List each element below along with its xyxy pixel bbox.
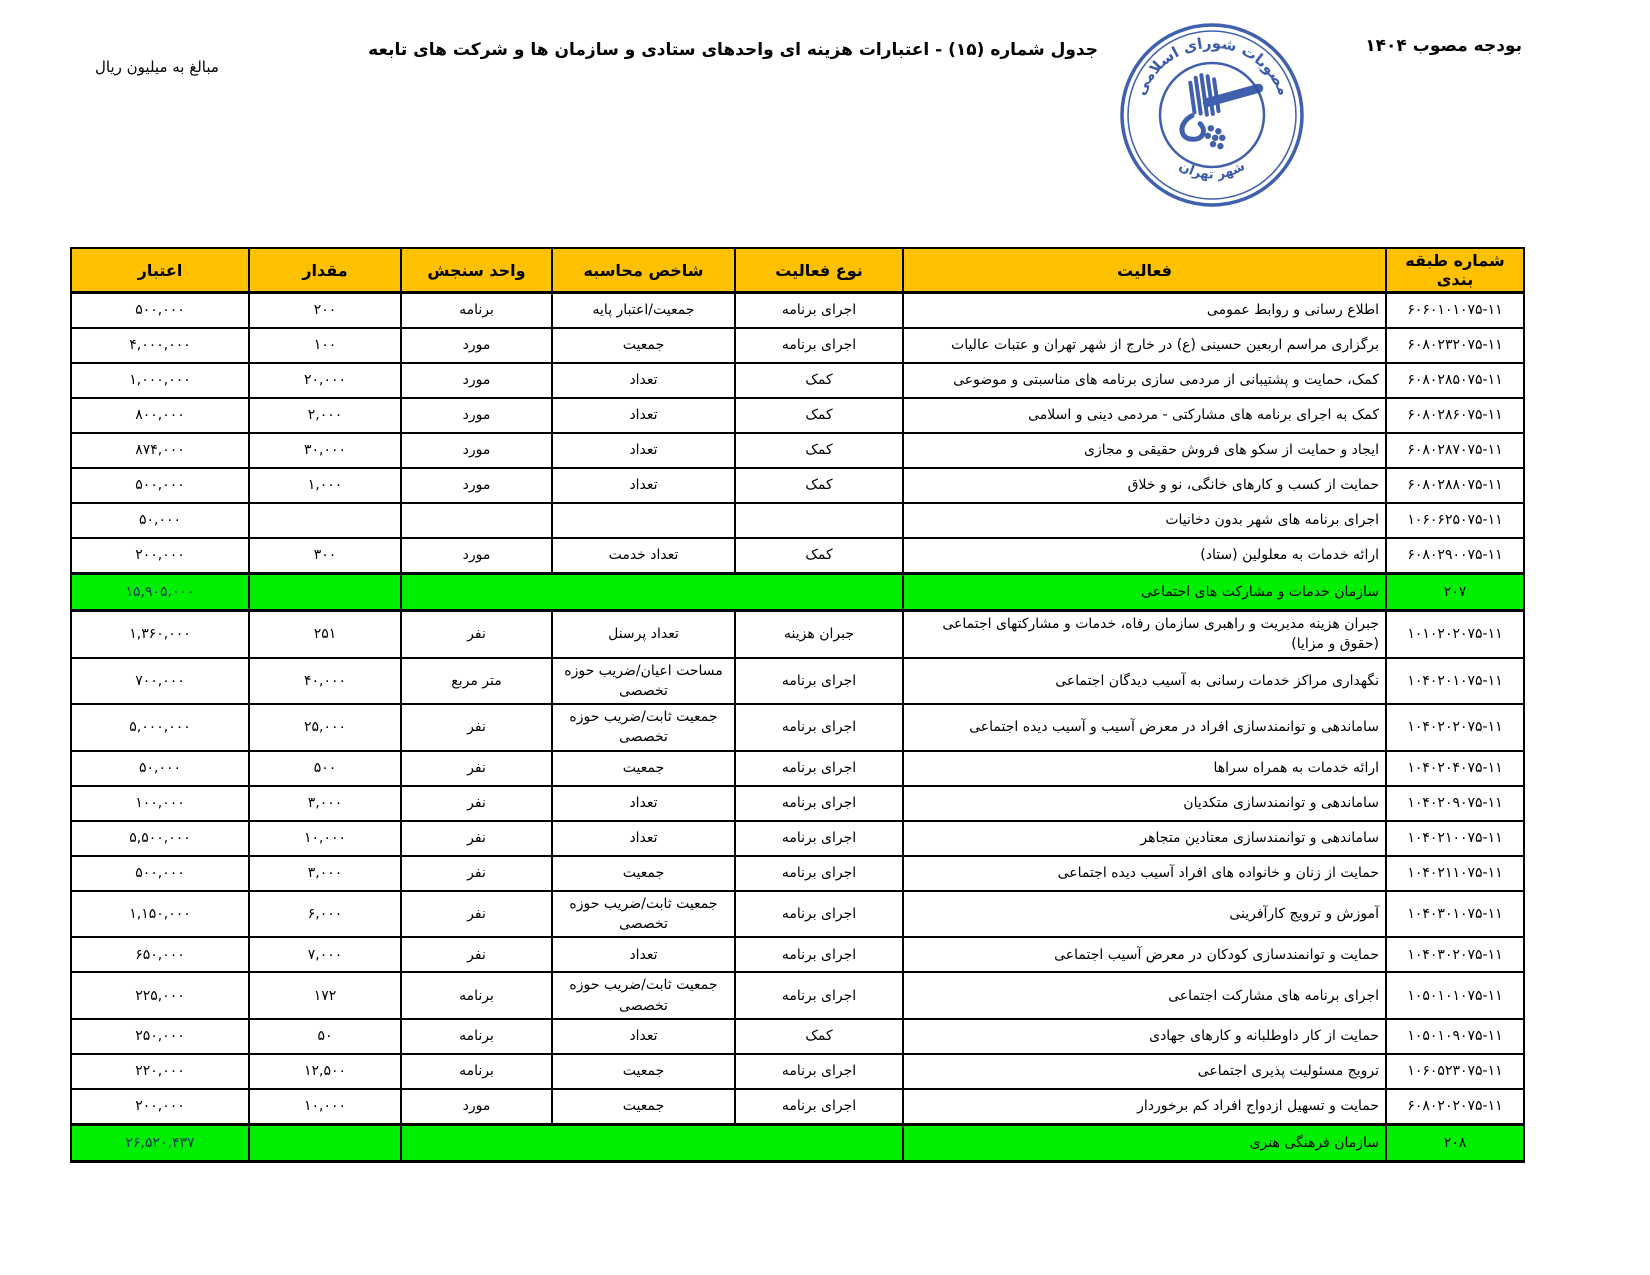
cell-activity-type: جبران هزینه — [735, 611, 903, 658]
cell-amount: ۱۰۰ — [249, 328, 401, 363]
cell-activity-type: اجرای برنامه — [735, 704, 903, 751]
svg-text:شهر تهران — [1176, 159, 1247, 183]
section-total-credit: ۲۶,۵۲۰,۴۳۷ — [71, 1124, 249, 1161]
cell-unit: مورد — [401, 538, 552, 574]
table-row — [71, 821, 1524, 856]
cell-amount: ۲۵۱ — [249, 611, 401, 658]
cell-amount: ۶,۰۰۰ — [249, 891, 401, 938]
cell-amount — [249, 503, 401, 538]
cell-activity: ارائه خدمات به همراه سراها — [903, 751, 1386, 786]
cell-unit: متر مربع — [401, 658, 552, 705]
cell-unit: برنامه — [401, 293, 552, 329]
cell-classification-code: ۱۰۴۰۲۱۰۰۷۵-۱۱ — [1386, 821, 1524, 856]
cell-activity: ساماندهی و توانمندسازی متکدیان — [903, 786, 1386, 821]
section-name: سازمان فرهنگی هنری — [903, 1124, 1386, 1161]
cell-activity: اجرای برنامه های مشارکت اجتماعی — [903, 972, 1386, 1019]
cell-activity: اجرای برنامه های شهر بدون دخانیات — [903, 503, 1386, 538]
table-row — [71, 1054, 1524, 1089]
cell-unit: مورد — [401, 398, 552, 433]
cell-credit: ۲۲۵,۰۰۰ — [71, 972, 249, 1019]
section-empty — [401, 1124, 903, 1161]
cell-calc-index: مساحت اعیان/ضریب حوزه تخصصی — [552, 658, 735, 705]
cell-classification-code: ۱۰۶۰۵۲۳۰۷۵-۱۱ — [1386, 1054, 1524, 1089]
section-total-credit: ۱۵,۹۰۵,۰۰۰ — [71, 574, 249, 611]
cell-credit: ۵,۵۰۰,۰۰۰ — [71, 821, 249, 856]
cell-classification-code: ۶۰۸۰۲۸۵۰۷۵-۱۱ — [1386, 363, 1524, 398]
table-row — [71, 611, 1524, 658]
page-title: جدول شماره (۱۵) - اعتبارات هزینه ای واحدهای ستادی و سازمان ها و شرکت های تابعه — [368, 40, 1098, 60]
column-header-0: شماره طبقه بندی — [1386, 248, 1524, 293]
cell-activity-type: اجرای برنامه — [735, 972, 903, 1019]
cell-activity-type: کمک — [735, 1019, 903, 1054]
cell-calc-index: تعداد — [552, 821, 735, 856]
cell-activity: برگزاری مراسم اربعین حسینی (ع) در خارج از شهر تهران و عتبات عالیات — [903, 328, 1386, 363]
cell-amount: ۲۰,۰۰۰ — [249, 363, 401, 398]
cell-calc-index: تعداد — [552, 433, 735, 468]
cell-calc-index: تعداد — [552, 363, 735, 398]
section-empty — [401, 574, 903, 611]
section-total-row — [71, 1124, 1524, 1161]
cell-calc-index: جمعیت ثابت/ضریب حوزه تخصصی — [552, 891, 735, 938]
column-header-3: شاخص محاسبه — [552, 248, 735, 293]
cell-amount: ۲,۰۰۰ — [249, 398, 401, 433]
cell-amount: ۴۰,۰۰۰ — [249, 658, 401, 705]
cell-activity-type: اجرای برنامه — [735, 821, 903, 856]
cell-activity-type: اجرای برنامه — [735, 856, 903, 891]
cell-calc-index: جمعیت ثابت/ضریب حوزه تخصصی — [552, 972, 735, 1019]
cell-credit: ۲۰۰,۰۰۰ — [71, 538, 249, 574]
cell-activity-type: کمک — [735, 468, 903, 503]
cell-activity-type: اجرای برنامه — [735, 1089, 903, 1125]
cell-unit: نفر — [401, 821, 552, 856]
cell-amount: ۳۰۰ — [249, 538, 401, 574]
cell-amount: ۱,۰۰۰ — [249, 468, 401, 503]
section-empty-amount — [249, 574, 401, 611]
cell-amount: ۳۰,۰۰۰ — [249, 433, 401, 468]
cell-activity: حمایت و توانمندسازی کودکان در معرض آسیب اجتماعی — [903, 937, 1386, 972]
cell-activity-type: کمک — [735, 398, 903, 433]
cell-unit: نفر — [401, 751, 552, 786]
cell-amount: ۱۲,۵۰۰ — [249, 1054, 401, 1089]
table-row — [71, 751, 1524, 786]
cell-credit: ۷۰۰,۰۰۰ — [71, 658, 249, 705]
cell-credit: ۱,۱۵۰,۰۰۰ — [71, 891, 249, 938]
cell-amount: ۳,۰۰۰ — [249, 786, 401, 821]
table-header-row — [71, 248, 1524, 293]
cell-activity-type: کمک — [735, 363, 903, 398]
table-row — [71, 398, 1524, 433]
cell-unit: مورد — [401, 328, 552, 363]
section-name: سازمان خدمات و مشارکت های اجتماعی — [903, 574, 1386, 611]
table-row — [71, 468, 1524, 503]
cell-activity: کمک، حمایت و پشتیبانی از مردمی سازی برنامه های مناسبتی و موضوعی — [903, 363, 1386, 398]
cell-unit: مورد — [401, 433, 552, 468]
cell-calc-index: تعداد — [552, 398, 735, 433]
cell-classification-code: ۱۰۴۰۲۰۱۰۷۵-۱۱ — [1386, 658, 1524, 705]
stamp-arc-top-text: مصوبات شورای اسلامی — [1130, 33, 1294, 98]
table-row — [71, 891, 1524, 938]
column-header-4: واحد سنجش — [401, 248, 552, 293]
table-row — [71, 658, 1524, 705]
table-row — [71, 1019, 1524, 1054]
cell-unit: نفر — [401, 891, 552, 938]
cell-credit: ۵۰۰,۰۰۰ — [71, 856, 249, 891]
cell-calc-index: جمعیت — [552, 1054, 735, 1089]
cell-classification-code: ۶۰۸۰۲۹۰۰۷۵-۱۱ — [1386, 538, 1524, 574]
cell-calc-index: جمعیت ثابت/ضریب حوزه تخصصی — [552, 704, 735, 751]
cell-credit: ۵۰,۰۰۰ — [71, 751, 249, 786]
cell-amount: ۱۷۲ — [249, 972, 401, 1019]
cell-activity-type: کمک — [735, 538, 903, 574]
table-body — [71, 293, 1524, 1162]
cell-unit: برنامه — [401, 972, 552, 1019]
cell-activity-type: اجرای برنامه — [735, 1054, 903, 1089]
cell-credit: ۵,۰۰۰,۰۰۰ — [71, 704, 249, 751]
cell-unit: نفر — [401, 611, 552, 658]
cell-calc-index: جمعیت — [552, 856, 735, 891]
cell-unit: نفر — [401, 937, 552, 972]
cell-credit: ۱,۳۶۰,۰۰۰ — [71, 611, 249, 658]
cell-credit: ۲۵۰,۰۰۰ — [71, 1019, 249, 1054]
cell-classification-code: ۱۰۴۰۲۰۴۰۷۵-۱۱ — [1386, 751, 1524, 786]
table-row — [71, 937, 1524, 972]
cell-activity-type — [735, 503, 903, 538]
table-row — [71, 293, 1524, 329]
table-row — [71, 972, 1524, 1019]
cell-classification-code: ۱۰۴۰۲۱۱۰۷۵-۱۱ — [1386, 856, 1524, 891]
cell-classification-code: ۱۰۴۰۲۰۲۰۷۵-۱۱ — [1386, 704, 1524, 751]
cell-activity-type: کمک — [735, 433, 903, 468]
cell-classification-code: ۱۰۱۰۲۰۲۰۷۵-۱۱ — [1386, 611, 1524, 658]
cell-activity-type: اجرای برنامه — [735, 293, 903, 329]
cell-activity-type: اجرای برنامه — [735, 658, 903, 705]
cell-calc-index: تعداد پرسنل — [552, 611, 735, 658]
cell-calc-index: تعداد — [552, 468, 735, 503]
budget-table — [70, 247, 1525, 1163]
table-row — [71, 433, 1524, 468]
cell-amount: ۲۰۰ — [249, 293, 401, 329]
cell-classification-code: ۱۰۶۰۶۲۵۰۷۵-۱۱ — [1386, 503, 1524, 538]
cell-activity: حمایت از زنان و خانواده های افراد آسیب دیده اجتماعی — [903, 856, 1386, 891]
cell-classification-code: ۶۰۸۰۲۳۲۰۷۵-۱۱ — [1386, 328, 1524, 363]
cell-unit: مورد — [401, 1089, 552, 1125]
cell-activity: کمک به اجرای برنامه های مشارکتی - مردمی دینی و اسلامی — [903, 398, 1386, 433]
council-stamp-seal — [1116, 16, 1308, 214]
cell-unit: برنامه — [401, 1019, 552, 1054]
column-header-1: فعالیت — [903, 248, 1386, 293]
cell-calc-index — [552, 503, 735, 538]
stamp-emblem — [1175, 67, 1267, 154]
cell-activity: اطلاع رسانی و روابط عمومی — [903, 293, 1386, 329]
stamp-icon — [1116, 16, 1308, 214]
table-row — [71, 328, 1524, 363]
cell-credit: ۱۰۰,۰۰۰ — [71, 786, 249, 821]
amounts-unit-note: مبالغ به میلیون ریال — [95, 58, 219, 76]
table-row — [71, 538, 1524, 574]
cell-credit: ۸۰۰,۰۰۰ — [71, 398, 249, 433]
cell-unit: مورد — [401, 468, 552, 503]
cell-activity: ساماندهی و توانمندسازی معتادین متجاهر — [903, 821, 1386, 856]
stamp-arc-bottom-text: شهر تهران — [1176, 158, 1248, 183]
cell-credit: ۵۰۰,۰۰۰ — [71, 293, 249, 329]
table-row — [71, 786, 1524, 821]
budget-table-container — [70, 247, 1523, 1163]
column-header-6: اعتبار — [71, 248, 249, 293]
cell-classification-code: ۱۰۴۰۳۰۱۰۷۵-۱۱ — [1386, 891, 1524, 938]
cell-activity: نگهداری مراکز خدمات رسانی به آسیب دیدگان اجتماعی — [903, 658, 1386, 705]
cell-calc-index: جمعیت — [552, 1089, 735, 1125]
cell-activity-type: اجرای برنامه — [735, 891, 903, 938]
cell-classification-code: ۱۰۴۰۳۰۲۰۷۵-۱۱ — [1386, 937, 1524, 972]
cell-credit: ۴,۰۰۰,۰۰۰ — [71, 328, 249, 363]
cell-amount: ۲۵,۰۰۰ — [249, 704, 401, 751]
cell-credit: ۵۰۰,۰۰۰ — [71, 468, 249, 503]
cell-credit: ۱,۰۰۰,۰۰۰ — [71, 363, 249, 398]
cell-unit: نفر — [401, 856, 552, 891]
cell-unit — [401, 503, 552, 538]
cell-activity: حمایت و تسهیل ازدواج افراد کم برخوردار — [903, 1089, 1386, 1125]
section-code: ۲۰۸ — [1386, 1124, 1524, 1161]
cell-amount: ۵۰ — [249, 1019, 401, 1054]
cell-classification-code: ۶۰۸۰۲۸۸۰۷۵-۱۱ — [1386, 468, 1524, 503]
cell-activity-type: اجرای برنامه — [735, 328, 903, 363]
table-row — [71, 1089, 1524, 1125]
cell-calc-index: جمعیت — [552, 751, 735, 786]
cell-credit: ۲۰۰,۰۰۰ — [71, 1089, 249, 1125]
cell-classification-code: ۱۰۵۰۱۰۹۰۷۵-۱۱ — [1386, 1019, 1524, 1054]
table-row — [71, 704, 1524, 751]
cell-activity: ایجاد و حمایت از سکو های فروش حقیقی و مجازی — [903, 433, 1386, 468]
column-header-5: مقدار — [249, 248, 401, 293]
cell-unit: نفر — [401, 786, 552, 821]
column-header-2: نوع فعالیت — [735, 248, 903, 293]
cell-activity: جبران هزینه مدیریت و راهبری سازمان رفاه، خدمات و مشارکتهای اجتماعی (حقوق و مزایا) — [903, 611, 1386, 658]
cell-activity-type: اجرای برنامه — [735, 937, 903, 972]
cell-classification-code: ۱۰۵۰۱۰۱۰۷۵-۱۱ — [1386, 972, 1524, 1019]
cell-classification-code: ۶۰۸۰۲۸۶۰۷۵-۱۱ — [1386, 398, 1524, 433]
cell-amount: ۷,۰۰۰ — [249, 937, 401, 972]
cell-activity-type: اجرای برنامه — [735, 786, 903, 821]
cell-amount: ۱۰,۰۰۰ — [249, 1089, 401, 1125]
cell-calc-index: جمعیت — [552, 328, 735, 363]
section-empty-amount — [249, 1124, 401, 1161]
cell-credit: ۲۲۰,۰۰۰ — [71, 1054, 249, 1089]
cell-activity: ارائه خدمات به معلولین (ستاد) — [903, 538, 1386, 574]
cell-activity: حمایت از کار داوطلبانه و کارهای جهادی — [903, 1019, 1386, 1054]
cell-credit: ۸۷۴,۰۰۰ — [71, 433, 249, 468]
cell-classification-code: ۶۰۶۰۱۰۱۰۷۵-۱۱ — [1386, 293, 1524, 329]
cell-calc-index: تعداد — [552, 937, 735, 972]
cell-calc-index: تعداد خدمت — [552, 538, 735, 574]
cell-classification-code: ۶۰۸۰۲۰۲۰۷۵-۱۱ — [1386, 1089, 1524, 1125]
cell-activity: ترویج مسئولیت پذیری اجتماعی — [903, 1054, 1386, 1089]
cell-amount: ۵۰۰ — [249, 751, 401, 786]
section-total-row — [71, 574, 1524, 611]
section-code: ۲۰۷ — [1386, 574, 1524, 611]
cell-amount: ۳,۰۰۰ — [249, 856, 401, 891]
budget-year-label: بودجه مصوب ۱۴۰۴ — [1365, 36, 1522, 56]
cell-unit: مورد — [401, 363, 552, 398]
cell-activity: ساماندهی و توانمندسازی افراد در معرض آسیب و آسیب دیده اجتماعی — [903, 704, 1386, 751]
cell-credit: ۵۰,۰۰۰ — [71, 503, 249, 538]
cell-credit: ۶۵۰,۰۰۰ — [71, 937, 249, 972]
cell-unit: نفر — [401, 704, 552, 751]
cell-calc-index: تعداد — [552, 786, 735, 821]
cell-activity: آموزش و ترویج کارآفرینی — [903, 891, 1386, 938]
cell-calc-index: تعداد — [552, 1019, 735, 1054]
cell-unit: برنامه — [401, 1054, 552, 1089]
cell-amount: ۱۰,۰۰۰ — [249, 821, 401, 856]
table-row — [71, 363, 1524, 398]
cell-classification-code: ۱۰۴۰۲۰۹۰۷۵-۱۱ — [1386, 786, 1524, 821]
cell-activity-type: اجرای برنامه — [735, 751, 903, 786]
table-row — [71, 503, 1524, 538]
table-row — [71, 856, 1524, 891]
cell-calc-index: جمعیت/اعتبار پایه — [552, 293, 735, 329]
cell-activity: حمایت از کسب و کارهای خانگی، نو و خلاق — [903, 468, 1386, 503]
cell-classification-code: ۶۰۸۰۲۸۷۰۷۵-۱۱ — [1386, 433, 1524, 468]
